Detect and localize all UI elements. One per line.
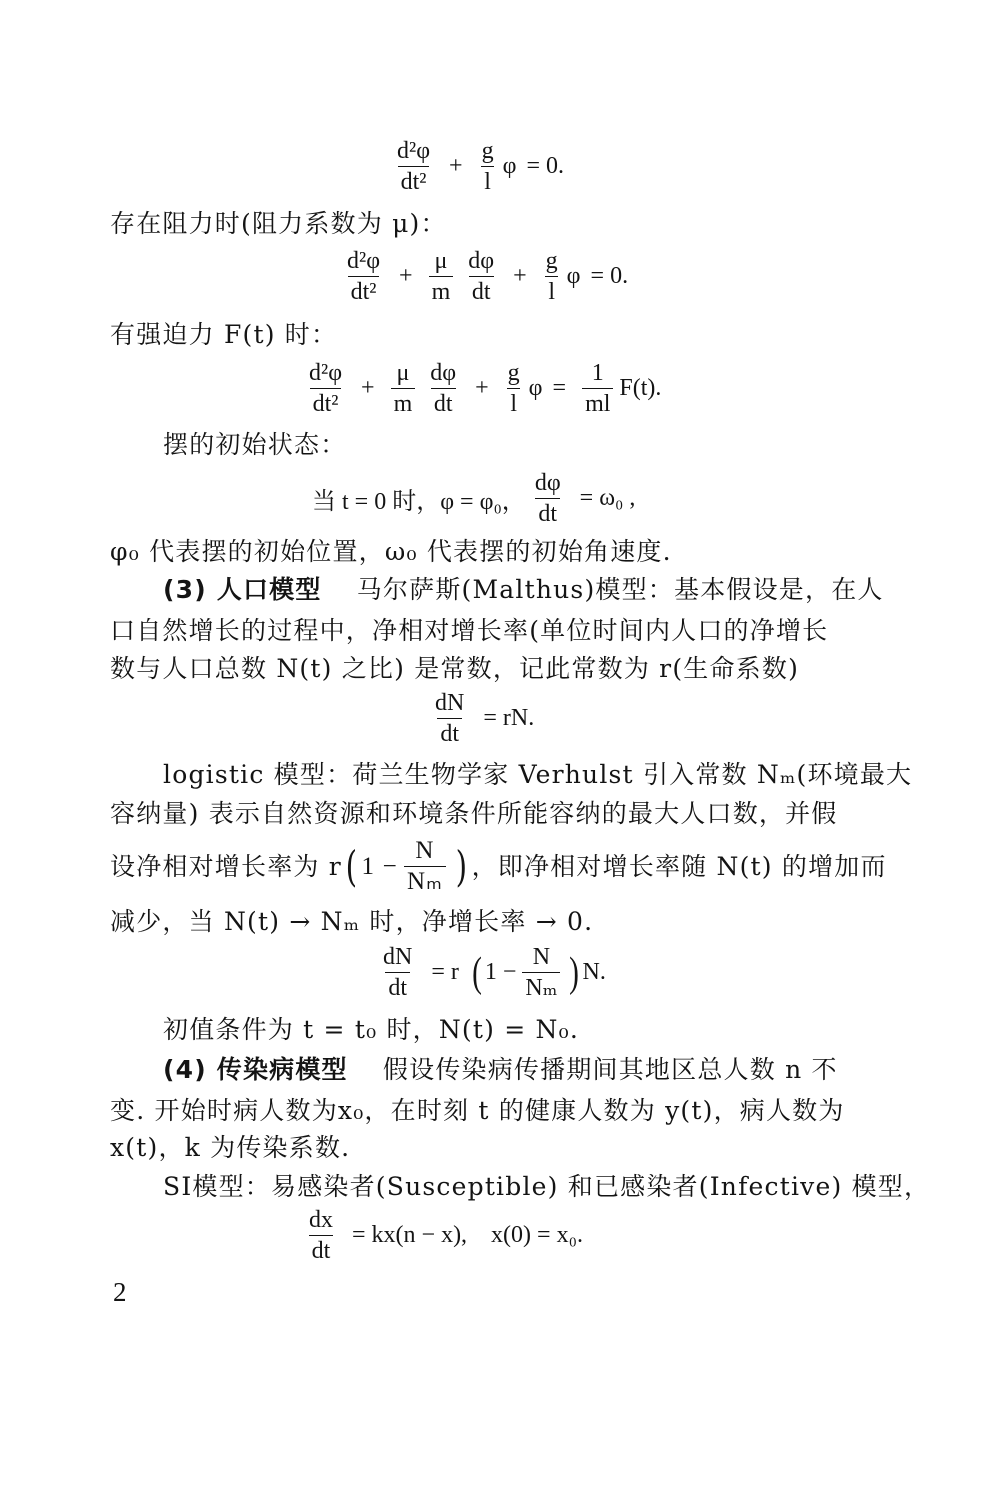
text-line: 容纳量) 表示自然资源和环境条件所能容纳的最大人口数，并假 [110,799,838,828]
fraction: $\frac{g}{l}$ [545,248,558,305]
equation-malthus: $\frac{dN}{dt}$ = rN. [426,690,544,747]
equation-initial-state: 当 t = 0 时，φ = φ₀， $\frac{d\varphi}{dt}$ = ω₀ , [312,470,636,527]
fraction: $\frac{dN}{dt}$ [383,944,413,1001]
equation-logistic: $\frac{dN}{dt}$ = r ( 1 − $\frac{N}{\text{Nₘ}}$ ) N. [374,944,606,1001]
equation-pendulum: $\frac{\text{d²φ}}{\text{dt²}}$ + $\frac{g}{l}$ φ = 0. [388,138,574,195]
equation-damped-pendulum: $\frac{\text{d²φ}}{\text{dt²}}$ + $\frac{\mu}{m}$ $\frac{d\varphi}{dt}$ + $\frac{g}{l}$ φ = 0. [338,248,638,305]
section-epidemic: (4) 传染病模型 假设传染病传播期间其地区总人数 n 不 [163,1055,838,1084]
fraction: $\frac{d\varphi}{dt}$ [430,360,457,417]
text-line: SI模型：易感染者(Susceptible) 和已感染者(Infective) 模型， [163,1172,931,1201]
fraction: $\frac{dN}{dt}$ [435,690,465,747]
text-line: 存在阻力时(阻力系数为 μ)： [110,209,447,238]
fraction: $\frac{\text{d²φ}}{\text{dt²}}$ [347,248,381,305]
section-population: (3) 人口模型 马尔萨斯(Malthus)模型：基本假设是，在人 [163,575,884,604]
text-line: 摆的初始状态： [163,430,347,459]
fraction: $\frac{d\varphi}{dt}$ [468,248,495,305]
fraction: $\frac{N}{\text{Nₘ}}$ [522,944,560,1001]
fraction: $\frac{\mu}{m}$ [429,248,454,305]
fraction: $\frac{\text{d²φ}}{\text{dt²}}$ [397,138,431,195]
text-line: 设净相对增长率为 r ( 1 − $\frac{N}{\text{Nₘ}}$ ) ，即净相对增长率随 N(t) 的增加而 [110,837,887,895]
fraction: $\frac{d\varphi}{dt}$ [534,470,561,527]
fraction: $\frac{g}{l}$ [507,360,520,417]
fraction: $\frac{\text{d²φ}}{\text{dt²}}$ [309,360,343,417]
fraction: $\frac{1}{ml}$ [582,360,613,417]
text-line: φ₀ 代表摆的初始位置，ω₀ 代表摆的初始角速度. [110,537,672,566]
fraction: $\frac{dx}{dt}$ [309,1207,333,1264]
equation-si-model: $\frac{dx}{dt}$ = kx(n − x), x(0) = x₀. [300,1207,593,1264]
text-line: logistic 模型：荷兰生物学家 Verhulst 引入常数 Nₘ(环境最大 [163,760,913,789]
section-heading: (3) 人口模型 [163,575,322,604]
text-line: 数与人口总数 N(t) 之比) 是常数，记此常数为 r(生命系数) [110,654,800,683]
fraction: $\frac{\mu}{m}$ [391,360,416,417]
text-line: 减少，当 N(t) → Nₘ 时，净增长率 → 0. [110,907,594,936]
text-line: 初值条件为 t = t₀ 时，N(t) = N₀. [163,1015,579,1044]
text-line: 有强迫力 F(t) 时： [110,320,338,349]
text-line: x(t)，k 为传染系数. [110,1133,351,1162]
fraction: $\frac{g}{l}$ [481,138,494,195]
section-heading: (4) 传染病模型 [163,1055,348,1084]
text-line: 变. 开始时病人数为x₀，在时刻 t 的健康人数为 y(t)，病人数为 [110,1096,845,1125]
text-line: 口自然增长的过程中，净相对增长率(单位时间内人口的净增长 [110,616,829,645]
fraction: $\frac{N}{\text{Nₘ}}$ [404,838,446,895]
equation-forced-pendulum: $\frac{\text{d²φ}}{\text{dt²}}$ + $\frac{\mu}{m}$ $\frac{d\varphi}{dt}$ + $\frac{g}{l}$ φ = $\frac{1}{ml}$ F(t). [300,360,661,417]
page-number: 2 [113,1277,127,1307]
